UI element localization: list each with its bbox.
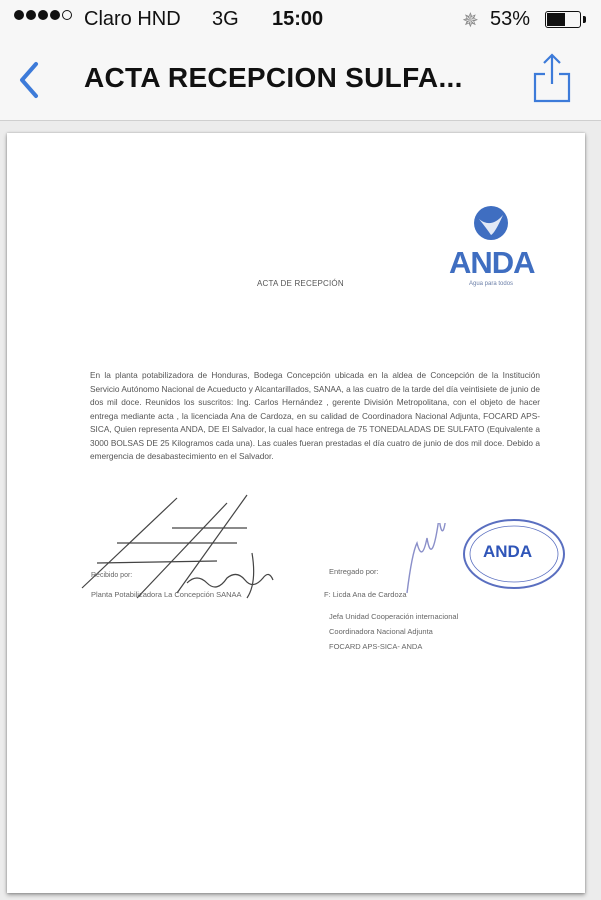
share-button[interactable] [530,52,574,104]
carrier-name: Claro HND [84,8,181,30]
received-org: Planta Potabilizadora La Concepción SANAA [91,590,242,599]
delivered-role-1: Jefa Unidad Cooperación internacional [329,612,459,621]
anda-logo [443,205,543,287]
network-type: 3G [212,8,239,30]
received-by-label: Recibido por: [91,572,133,579]
status-bar [0,0,601,40]
clock: 15:00 [272,8,324,30]
document-title: ACTA RECEPCION SULFA... [84,62,463,93]
logo-text: ANDA [449,245,535,280]
document-body: En la planta potabilizadora de Honduras, Bodega Concepción ubicada en la aldea de Concepción de la Institución Servicio Autónomo Nacional de Acueducto y Alcantarillados, SANAA, a las cuatro de la tarde del día veintisiete de junio de dos mil doce. Reunidos los suscritos: Ing. Carlos Hernández , gerente División Metropolitana, con el objeto de hacer entrega mediante acta , la licenciada Ana de Cardoza, en su calidad de Coordinadora Nacional Adjunta, FOCARD APS-SICA, Quien representa ANDA, DE El Salvador, la cual hace entrega de 75 TONEDALADAS DE SULFATO (Equivalente a 3000 BOLSAS DE 25 Kilogramos cada una). Las cuales fueran prestadas el día cuatro de junio de dos mil doce. Debido a emergencia de desabastecimiento en el Salvador. [90,370,540,461]
delivered-name: F: Licda Ana de Cardoza [324,590,407,599]
loading-spinner-icon: ✵ [462,10,479,32]
delivered-by-label: Entregado por: [329,567,379,576]
document-heading: ACTA DE RECEPCIÓN [257,279,344,288]
share-icon [530,52,574,104]
logo-tagline: Agua para todos [469,281,514,287]
document-viewer[interactable] [0,121,601,900]
battery-percent: 53% [490,8,531,30]
battery-cap [583,16,586,23]
delivered-role-3: FOCARD APS-SICA- ANDA [329,642,423,651]
document-page[interactable] [7,133,585,893]
seal-center-text: ANDA [483,542,533,561]
chevron-left-icon [12,58,48,102]
water-drop-logo-icon [473,205,509,241]
signal-strength-icon [14,10,72,20]
delivered-role-2: Coordinadora Nacional Adjunta [329,627,433,636]
battery-icon [545,11,581,28]
signature-left [77,493,317,603]
navigation-bar [0,40,601,121]
back-button[interactable] [12,58,48,102]
